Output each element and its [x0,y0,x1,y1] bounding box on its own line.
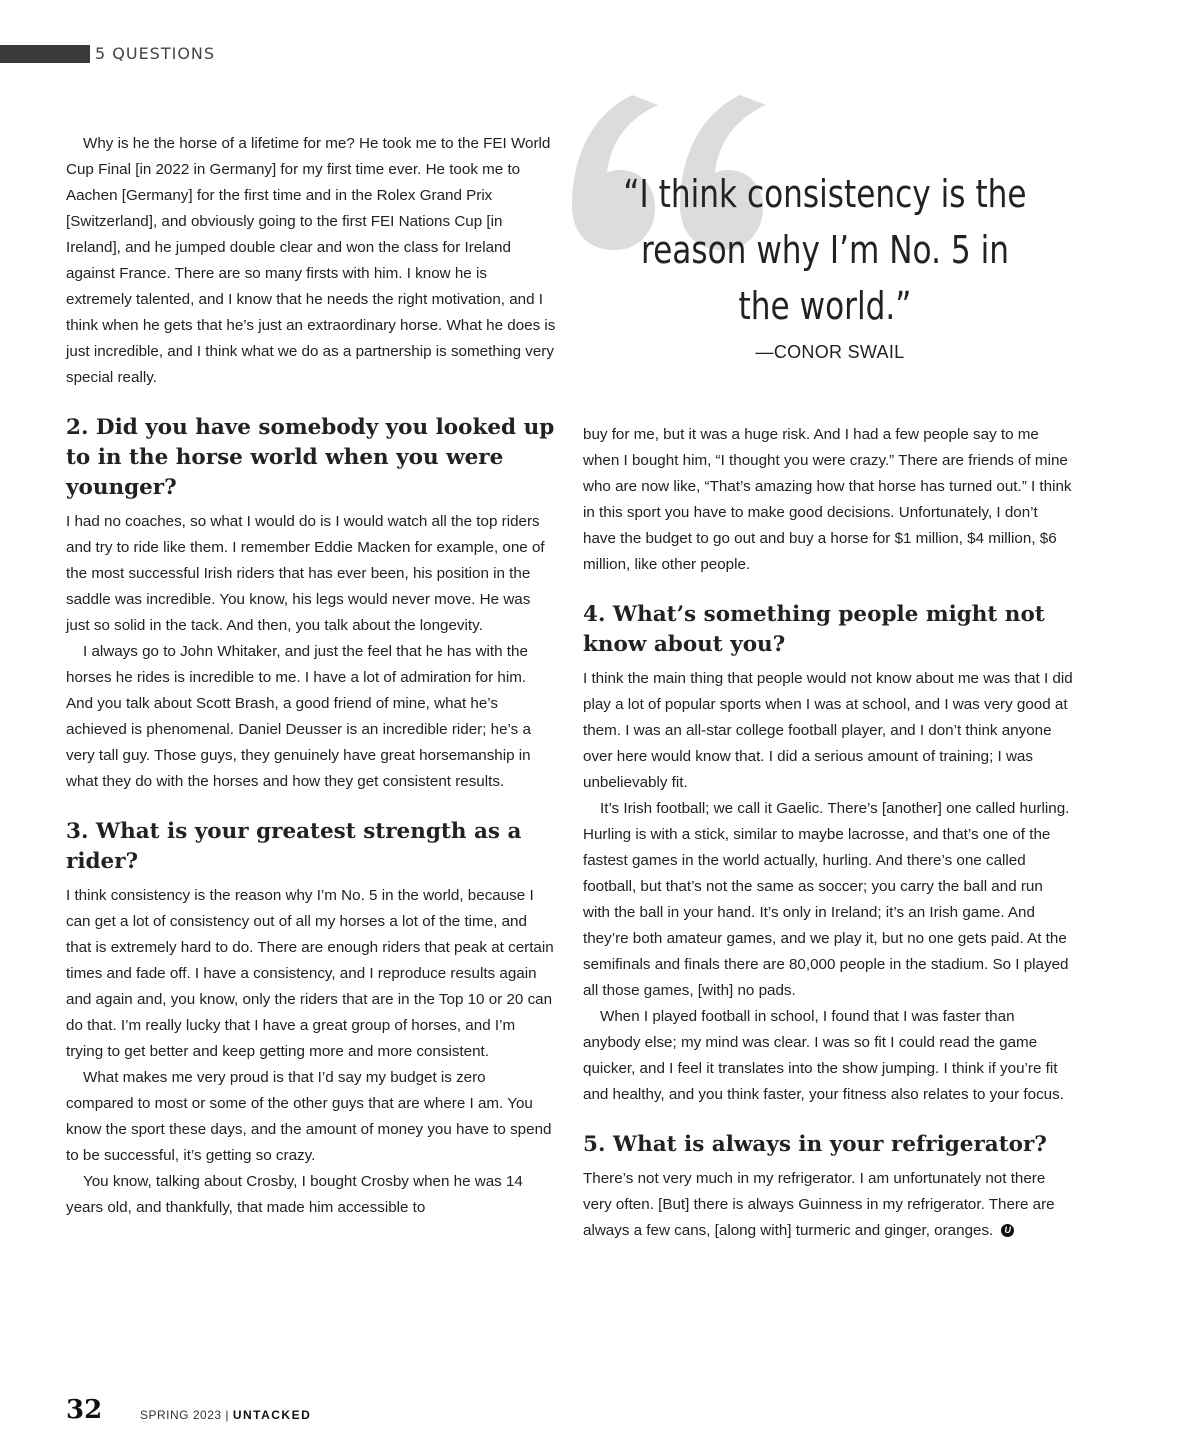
final-answer-text: There’s not very much in my refrigerator. I am unfortunately not there very often. [But] there is always Guinness in my refrigerator. There are always a few cans, [along with] turmeric and ginger, oranges. [583,1170,1055,1239]
intro-paragraph: Why is he the horse of a lifetime for me? He took me to the FEI World Cup Final [in 2022 in Germany] for my first time ever. He took me to Aachen [Germany] for the first time and in the Rolex Grand Prix [Switzerland], and obviously going to the first FEI Nations Cup [in Ireland], and he jumped double clear and won the class for Ireland against France. There are so many firsts with him. I know he is extremely talented, and I know that he needs the right motivation, and I think when he gets that he’s just an extraordinary horse. What he does is just incredible, and I think what we do as a partnership is something very special really. [66,135,556,386]
magazine-name: UNTACKED [232,1408,312,1422]
question-2-heading: 2. Did you have somebody you looked up to in the horse world when you were younger? [66,415,555,500]
answer-paragraph: What makes me very proud is that I’d say my budget is zero compared to most or some of the other guys that are where I am. You know the sport these days, and the amount of money you have to spend to be successful, it’s getting so crazy. [66,1069,552,1164]
answer-paragraph: It’s Irish football; we call it Gaelic. There’s [another] one called hurling. Hurling is with a stick, similar to maybe lacrosse, and that’s one of the fastest games in the world actually, hurling. And there’s one called football, but that’s not the same as soccer; you carry the ball and run with the ball in your hand. It’s only in Ireland; it’s an Irish game. And they’re both amateur games, and we play it, but no one gets paid. At the semifinals and finals there are 80,000 people in the stadium. So I played all those games, [with] no pads. [583,800,1070,999]
answer-paragraph: I think consistency is the reason why I’m No. 5 in the world, because I can get a lot of consistency out of all my horses a lot of the time, and that is extremely hard to do. There are enough riders that peak at certain times and fade off. I have a consistency, and I reproduce results again and again and, you know, only the riders that are in the Top 10 or 20 can do that. I’m really lucky that I have a great group of horses, and I’m trying to get better and keep getting more and more consistent. [66,887,554,1060]
issue-date: SPRING 2023 | [140,1408,233,1422]
answer-paragraph: I think the main thing that people would not know about me was that I did play a lot of popular sports when I was at school, and I was very good at them. I was an all-star college football player, and I don’t think anyone over here would know that. I did a serious amount of training; I was unbelievably fit. [583,670,1073,791]
question-3-heading: 3. What is your greatest strength as a rider? [66,819,522,874]
answer-paragraph: You know, talking about Crosby, I bought Crosby when he was 14 years old, and thankfully, that made him accessible to [66,1173,523,1216]
right-column [583,422,1073,1244]
answer-paragraph: I had no coaches, so what I would do is I would watch all the top riders and try to ride like them. I remember Eddie Macken for example, one of the most successful Irish riders that has ever been, his position in the saddle was incredible. You know, his legs would never move. He was just so solid in the tack. And then, you talk about the longevity. [66,513,545,634]
answer-paragraph: I always go to John Whitaker, and just the feel that he has with the horses he rides is incredible to me. I have a lot of admiration for him. And you talk about Scott Brash, a good friend of mine, what he’s achieved is phenomenal. Daniel Deusser is an incredible rider; he’s a very tall guy. Those guys, they genuinely have great horsemanship in what they do with the horses and how they get consistent results. [66,643,531,790]
pull-quote-line: reason why I’m No. 5 in [640,228,1010,272]
answer-paragraph [583,1166,1073,1244]
end-mark-icon: U [1001,1224,1014,1237]
pull-quote-attribution: —CONOR SWAIL [755,342,905,362]
section-header-bar [0,45,90,63]
page-number: 32 [66,1395,103,1425]
answer-paragraph: When I played football in school, I found that I was faster than anybody else; my mind was clear. I was so fit I could read the game quicker, and I feel it translates into the show jumping. I think if you’re fit and healthy, and you think faster, your fitness also relates to your focus. [583,1008,1064,1103]
left-column [66,131,556,1221]
section-label: 5 QUESTIONS [95,44,216,63]
footer-issue [140,1408,311,1422]
pull-quote-line: “I think consistency is the [623,172,1027,216]
question-4-heading: 4. What’s something people might not know about you? [583,602,1045,657]
continued-paragraph: buy for me, but it was a huge risk. And I had a few people say to me when I bought him, “I thought you were crazy.” There are friends of mine who are now like, “That’s amazing how that horse has turned out.” I think in this sport you have to make good decisions. Unfortunately, I don’t have the budget to go out and buy a horse for $1 million, $4 million, $6 million, like other people. [583,426,1072,573]
pull-quote [570,166,1090,334]
pull-quote-line: the world.” [738,284,912,328]
question-5-heading: 5. What is always in your refrigerator? [583,1132,1047,1157]
